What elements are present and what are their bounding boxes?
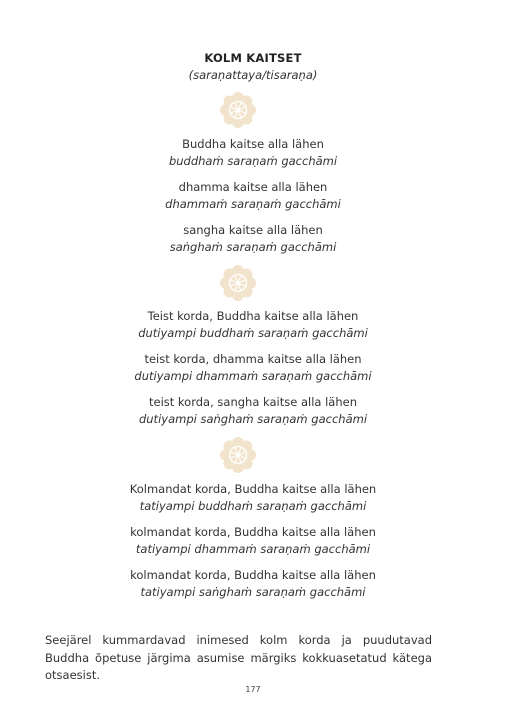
verse-estonian: kolmandat korda, Buddha kaitse alla lähen [130,568,376,582]
verse-estonian: Kolmandat korda, Buddha kaitse alla lähen [129,482,377,496]
verse-estonian: Buddha kaitse alla lähen [182,137,324,151]
verse-estonian: teist korda, dhamma kaitse alla lähen [144,352,362,366]
verse-estonian: kolmandat korda, Buddha kaitse alla lähen [130,525,376,539]
verse [0,567,506,601]
verse-pali: dutiyampi buddhaṁ saraṇaṁ gacchāmi [138,326,368,340]
verse-pali: buddhaṁ saraṇaṁ gacchāmi [168,154,338,168]
verse [0,481,506,515]
verse [0,394,506,428]
verse-pali: tatiyampi buddhaṁ saraṇaṁ gacchāmi [139,499,367,513]
verse-pali: dutiyampi saṅghaṁ saraṇaṁ gacchāmi [138,412,368,426]
verse [0,136,506,170]
verse-estonian: teist korda, sangha kaitse alla lähen [149,395,357,409]
verse [0,308,506,342]
verse [0,351,506,385]
verse [0,179,506,213]
closing-paragraph: Seejärel kummardavad inimesed kolm korda ja puudutavad Buddha õpetuse järgima asumise märgiks kokkuasetatud kätega otsaesist. [45,633,432,682]
verse-pali: tatiyampi dhammaṁ saraṇaṁ gacchāmi [135,542,371,556]
page-subtitle [0,68,506,82]
subtitle-text: (saraṇattaya/tisaraṇa) [188,68,318,82]
dharma-wheel-icon [220,265,256,301]
verse-pali: saṅghaṁ saraṇaṁ gacchāmi [169,240,337,254]
dharma-wheel-icon [220,92,256,128]
verse-estonian: dhamma kaitse alla lähen [178,180,328,194]
verse-pali: tatiyampi saṅghaṁ saraṇaṁ gacchāmi [140,585,366,599]
verse-estonian: sangha kaitse alla lähen [183,223,323,237]
verse-pali: dutiyampi dhammaṁ saraṇaṁ gacchāmi [134,369,372,383]
page-title: KOLM KAITSET [204,51,302,65]
page-number: 177 [245,685,261,694]
dharma-wheel-icon [220,437,256,473]
verse [0,524,506,558]
verse [0,222,506,256]
verse-estonian: Teist korda, Buddha kaitse alla lähen [147,309,359,323]
verse-pali: dhammaṁ saraṇaṁ gacchāmi [165,197,341,211]
